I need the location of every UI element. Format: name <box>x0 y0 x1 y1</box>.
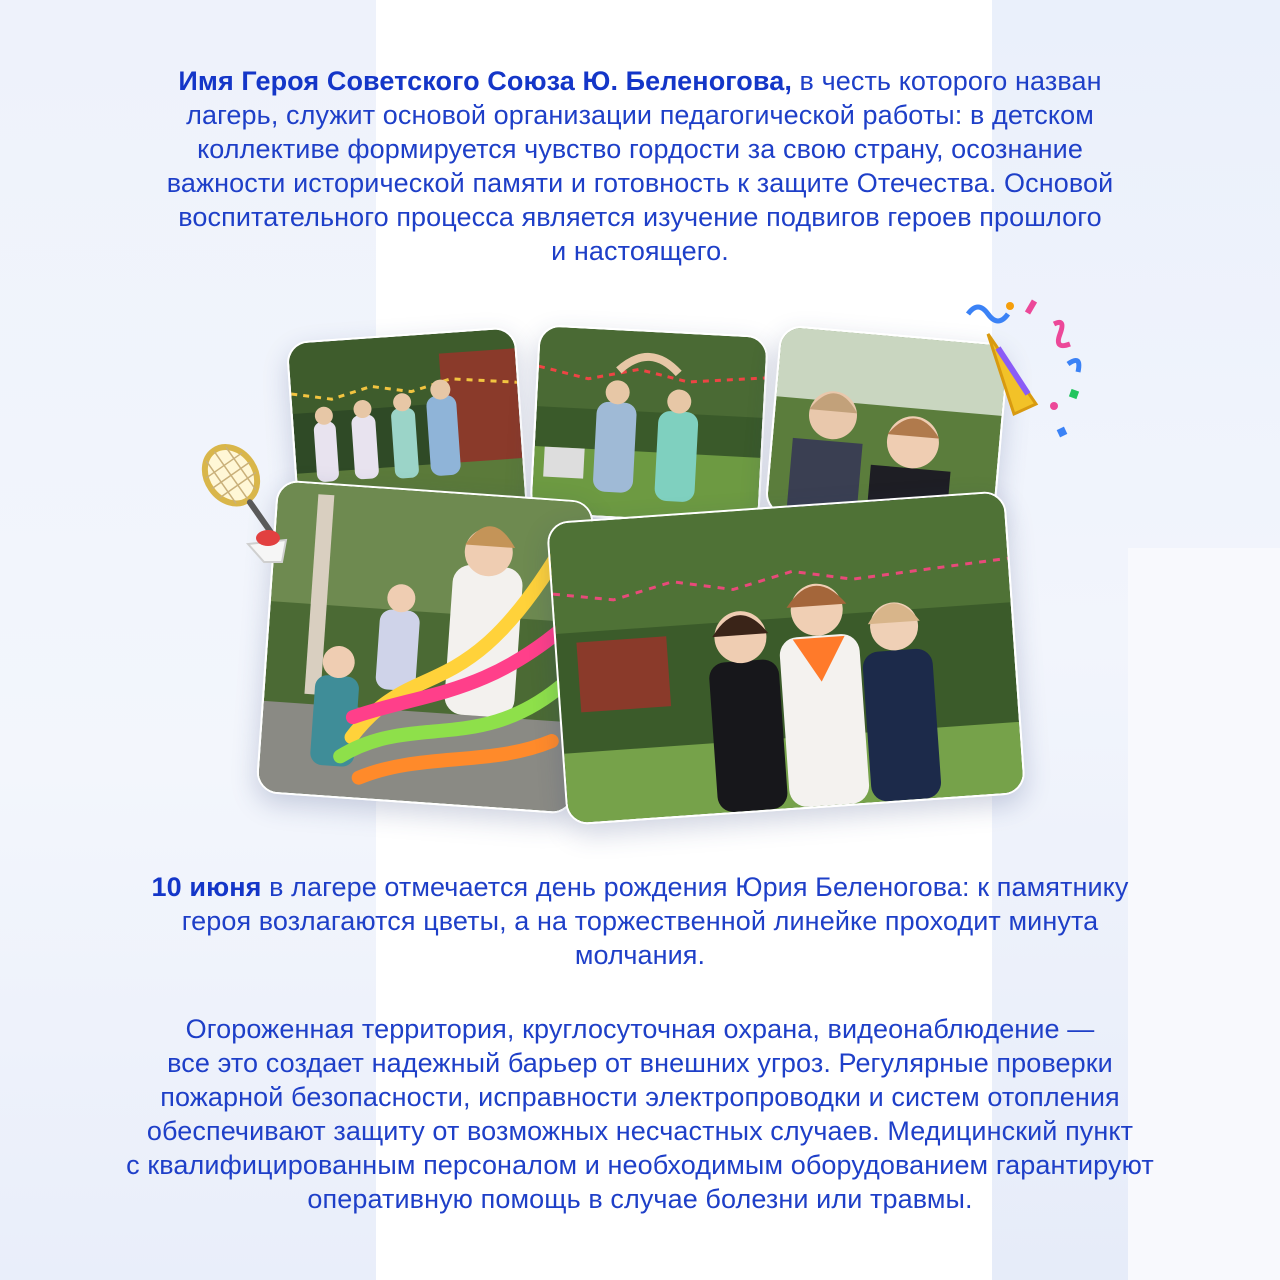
safety-line-1: Огороженная территория, круглосуточная охрана, видеонаблюдение — <box>185 1014 1095 1044</box>
photo-two-girls-heart-pose <box>529 324 769 526</box>
photo-counselor-colorful-ribbons <box>255 479 594 814</box>
safety-line-4: обеспечивают защиту от возможных несчастных случаев. Медицинский пункт <box>146 1116 1134 1146</box>
badminton-racket-icon <box>190 436 300 566</box>
birthday-line-3: молчания. <box>574 940 706 970</box>
safety-line-3: пожарной безопасности, исправности электропроводки и систем отопления <box>160 1082 1120 1112</box>
intro-paragraph <box>40 64 1240 268</box>
safety-line-5: с квалифицированным персоналом и необходимым оборудованием гарантируют <box>126 1150 1154 1180</box>
intro-line-3: коллективе формируется чувство гордости за свою страну, осознание <box>197 134 1083 164</box>
party-popper-icon <box>958 294 1098 444</box>
birthday-paragraph <box>40 870 1240 972</box>
birthday-line-1: 10 июня в лагере отмечается день рождения Юрия Беленогова: к памятнику <box>151 872 1129 902</box>
safety-paragraph <box>40 1012 1240 1216</box>
hero-name-highlight: Имя Героя Советского Союза Ю. Беленогова, <box>178 66 792 96</box>
birthday-line-2: героя возлагаются цветы, а на торжественной линейке проходит минута <box>181 906 1099 936</box>
intro-line-1: Имя Героя Советского Союза Ю. Беленогова, в честь которого назван <box>178 66 1102 96</box>
intro-line-5: воспитательного процесса является изучение подвигов героев прошлого <box>178 202 1102 232</box>
date-highlight: 10 июня <box>151 872 262 902</box>
safety-line-2: все это создает надежный барьер от внешних угроз. Регулярные проверки <box>167 1048 1113 1078</box>
intro-line-2: лагерь, служит основой организации педагогической работы: в детском <box>186 100 1094 130</box>
intro-line-4: важности исторической памяти и готовность к защите Отечества. Основой <box>166 168 1114 198</box>
intro-line-6: и настоящего. <box>551 236 729 266</box>
safety-line-6: оперативную помощь в случае болезни или травмы. <box>307 1184 973 1214</box>
photo-three-girls-victory-sign <box>546 490 1026 825</box>
